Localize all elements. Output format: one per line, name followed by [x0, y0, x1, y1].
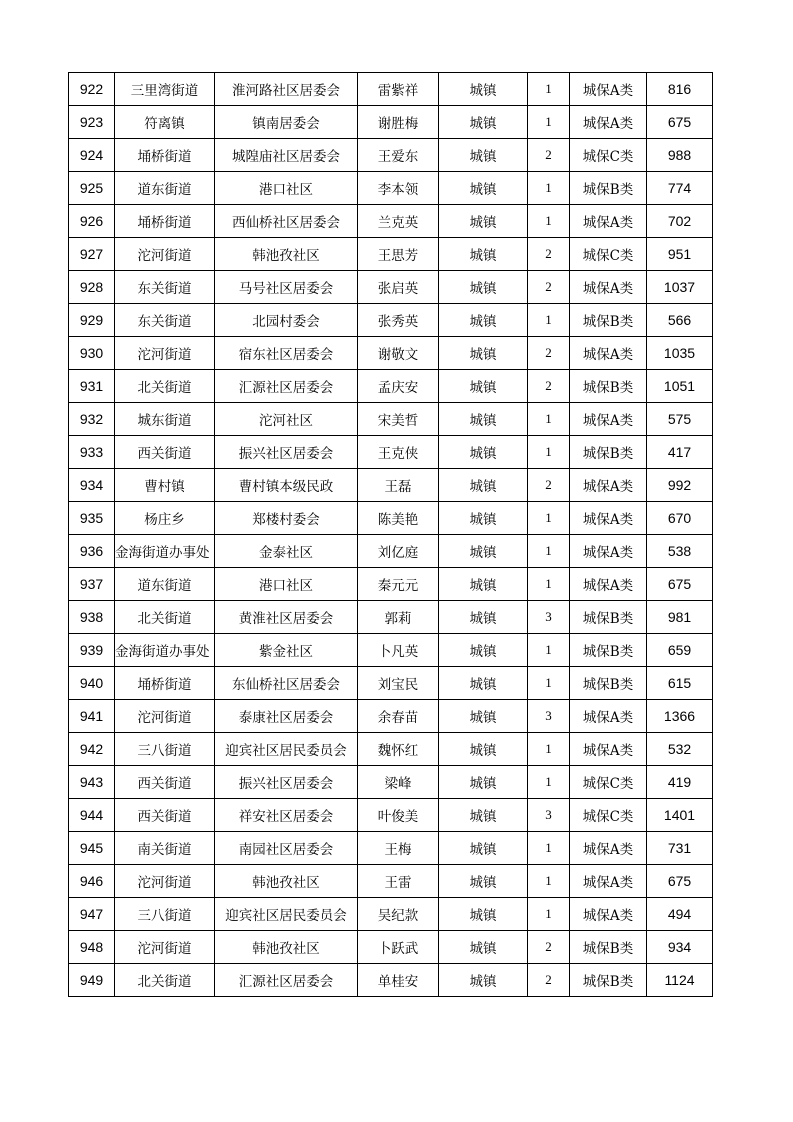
- row-number-cell: 922: [69, 73, 115, 106]
- insurance-category-cell: 城保A类: [570, 568, 647, 601]
- table-row: [69, 271, 713, 304]
- street-office-cell: 东关街道: [115, 304, 215, 337]
- row-number-cell: 948: [69, 931, 115, 964]
- insurance-category-cell: 城保A类: [570, 205, 647, 238]
- table-row: [69, 403, 713, 436]
- amount-cell: 1037: [647, 271, 713, 304]
- community-cell: 港口社区: [215, 172, 358, 205]
- name-cell: 王梅: [358, 832, 439, 865]
- household-type-cell: 城镇: [439, 898, 528, 931]
- street-office-cell: 曹村镇: [115, 469, 215, 502]
- household-type-cell: 城镇: [439, 436, 528, 469]
- street-office-cell: 城东街道: [115, 403, 215, 436]
- community-cell: 金泰社区: [215, 535, 358, 568]
- name-cell: 秦元元: [358, 568, 439, 601]
- table-row: [69, 865, 713, 898]
- street-office-cell: 埇桥街道: [115, 667, 215, 700]
- household-type-cell: 城镇: [439, 172, 528, 205]
- insurance-category-cell: 城保A类: [570, 535, 647, 568]
- household-size-cell: 1: [528, 106, 570, 139]
- amount-cell: 417: [647, 436, 713, 469]
- street-office-cell: 沱河街道: [115, 238, 215, 271]
- amount-cell: 992: [647, 469, 713, 502]
- community-cell: 沱河社区: [215, 403, 358, 436]
- table-row: [69, 832, 713, 865]
- table-row: [69, 370, 713, 403]
- household-type-cell: 城镇: [439, 469, 528, 502]
- household-type-cell: 城镇: [439, 832, 528, 865]
- household-size-cell: 1: [528, 172, 570, 205]
- amount-cell: 702: [647, 205, 713, 238]
- amount-cell: 532: [647, 733, 713, 766]
- amount-cell: 988: [647, 139, 713, 172]
- household-type-cell: 城镇: [439, 799, 528, 832]
- household-size-cell: 1: [528, 898, 570, 931]
- amount-cell: 981: [647, 601, 713, 634]
- name-cell: 卜跃武: [358, 931, 439, 964]
- street-office-cell: 三八街道: [115, 733, 215, 766]
- row-number-cell: 926: [69, 205, 115, 238]
- row-number-cell: 939: [69, 634, 115, 667]
- community-cell: 淮河路社区居委会: [215, 73, 358, 106]
- row-number-cell: 949: [69, 964, 115, 997]
- household-type-cell: 城镇: [439, 502, 528, 535]
- name-cell: 梁峰: [358, 766, 439, 799]
- row-number-cell: 929: [69, 304, 115, 337]
- row-number-cell: 933: [69, 436, 115, 469]
- household-type-cell: 城镇: [439, 535, 528, 568]
- row-number-cell: 936: [69, 535, 115, 568]
- community-cell: 迎宾社区居民委员会: [215, 733, 358, 766]
- insurance-category-cell: 城保B类: [570, 634, 647, 667]
- name-cell: 余春苗: [358, 700, 439, 733]
- household-size-cell: 1: [528, 205, 570, 238]
- household-size-cell: 1: [528, 73, 570, 106]
- insurance-category-cell: 城保A类: [570, 733, 647, 766]
- amount-cell: 934: [647, 931, 713, 964]
- household-size-cell: 1: [528, 535, 570, 568]
- street-office-cell: 金海街道办事处: [115, 634, 215, 667]
- amount-cell: 1401: [647, 799, 713, 832]
- insurance-category-cell: 城保A类: [570, 106, 647, 139]
- household-size-cell: 1: [528, 865, 570, 898]
- name-cell: 魏怀红: [358, 733, 439, 766]
- community-cell: 城隍庙社区居委会: [215, 139, 358, 172]
- community-cell: 汇源社区居委会: [215, 370, 358, 403]
- row-number-cell: 942: [69, 733, 115, 766]
- name-cell: 单桂安: [358, 964, 439, 997]
- table-row: [69, 436, 713, 469]
- table-row: [69, 469, 713, 502]
- name-cell: 张启英: [358, 271, 439, 304]
- insurance-category-cell: 城保B类: [570, 304, 647, 337]
- household-size-cell: 2: [528, 931, 570, 964]
- street-office-cell: 三八街道: [115, 898, 215, 931]
- community-cell: 迎宾社区居民委员会: [215, 898, 358, 931]
- amount-cell: 675: [647, 568, 713, 601]
- household-type-cell: 城镇: [439, 337, 528, 370]
- table-row: [69, 568, 713, 601]
- insurance-category-cell: 城保A类: [570, 73, 647, 106]
- amount-cell: 1124: [647, 964, 713, 997]
- street-office-cell: 三里湾街道: [115, 73, 215, 106]
- street-office-cell: 道东街道: [115, 172, 215, 205]
- community-cell: 汇源社区居委会: [215, 964, 358, 997]
- community-cell: 东仙桥社区居委会: [215, 667, 358, 700]
- community-cell: 振兴社区居委会: [215, 436, 358, 469]
- household-type-cell: 城镇: [439, 568, 528, 601]
- row-number-cell: 932: [69, 403, 115, 436]
- name-cell: 叶俊美: [358, 799, 439, 832]
- household-size-cell: 1: [528, 304, 570, 337]
- household-type-cell: 城镇: [439, 865, 528, 898]
- row-number-cell: 925: [69, 172, 115, 205]
- street-office-cell: 杨庄乡: [115, 502, 215, 535]
- row-number-cell: 924: [69, 139, 115, 172]
- household-size-cell: 2: [528, 469, 570, 502]
- amount-cell: 575: [647, 403, 713, 436]
- table-row: [69, 799, 713, 832]
- community-cell: 泰康社区居委会: [215, 700, 358, 733]
- insurance-category-cell: 城保B类: [570, 436, 647, 469]
- name-cell: 孟庆安: [358, 370, 439, 403]
- name-cell: 刘宝民: [358, 667, 439, 700]
- community-cell: 镇南居委会: [215, 106, 358, 139]
- street-office-cell: 符离镇: [115, 106, 215, 139]
- street-office-cell: 埇桥街道: [115, 139, 215, 172]
- insurance-category-cell: 城保C类: [570, 139, 647, 172]
- community-cell: 黄淮社区居委会: [215, 601, 358, 634]
- row-number-cell: 943: [69, 766, 115, 799]
- row-number-cell: 946: [69, 865, 115, 898]
- table-row: [69, 733, 713, 766]
- household-size-cell: 1: [528, 733, 570, 766]
- name-cell: 吴纪款: [358, 898, 439, 931]
- insurance-category-cell: 城保A类: [570, 271, 647, 304]
- household-type-cell: 城镇: [439, 106, 528, 139]
- table-row: [69, 601, 713, 634]
- community-cell: 马号社区居委会: [215, 271, 358, 304]
- amount-cell: 1366: [647, 700, 713, 733]
- street-office-cell: 沱河街道: [115, 700, 215, 733]
- table-row: [69, 106, 713, 139]
- amount-cell: 566: [647, 304, 713, 337]
- row-number-cell: 927: [69, 238, 115, 271]
- household-size-cell: 1: [528, 832, 570, 865]
- insurance-category-cell: 城保B类: [570, 667, 647, 700]
- community-cell: 曹村镇本级民政: [215, 469, 358, 502]
- table-row: [69, 139, 713, 172]
- table-row: [69, 304, 713, 337]
- insurance-category-cell: 城保A类: [570, 832, 647, 865]
- household-type-cell: 城镇: [439, 733, 528, 766]
- table-row: [69, 931, 713, 964]
- amount-cell: 1035: [647, 337, 713, 370]
- amount-cell: 816: [647, 73, 713, 106]
- table-row: [69, 634, 713, 667]
- name-cell: 刘亿庭: [358, 535, 439, 568]
- insurance-category-cell: 城保A类: [570, 700, 647, 733]
- name-cell: 王爱东: [358, 139, 439, 172]
- name-cell: 雷紫祥: [358, 73, 439, 106]
- table-row: [69, 766, 713, 799]
- household-size-cell: 2: [528, 238, 570, 271]
- household-type-cell: 城镇: [439, 205, 528, 238]
- household-size-cell: 1: [528, 403, 570, 436]
- household-type-cell: 城镇: [439, 73, 528, 106]
- community-cell: 北园村委会: [215, 304, 358, 337]
- household-type-cell: 城镇: [439, 271, 528, 304]
- row-number-cell: 928: [69, 271, 115, 304]
- name-cell: 宋美哲: [358, 403, 439, 436]
- row-number-cell: 935: [69, 502, 115, 535]
- street-office-cell: 西关街道: [115, 766, 215, 799]
- row-number-cell: 930: [69, 337, 115, 370]
- household-size-cell: 2: [528, 337, 570, 370]
- insurance-category-cell: 城保B类: [570, 601, 647, 634]
- community-cell: 南园社区居委会: [215, 832, 358, 865]
- household-type-cell: 城镇: [439, 667, 528, 700]
- row-number-cell: 947: [69, 898, 115, 931]
- row-number-cell: 934: [69, 469, 115, 502]
- amount-cell: 675: [647, 865, 713, 898]
- row-number-cell: 941: [69, 700, 115, 733]
- street-office-cell: 道东街道: [115, 568, 215, 601]
- street-office-cell: 北关街道: [115, 370, 215, 403]
- table-row: [69, 700, 713, 733]
- household-size-cell: 2: [528, 964, 570, 997]
- community-cell: 西仙桥社区居委会: [215, 205, 358, 238]
- household-size-cell: 1: [528, 766, 570, 799]
- row-number-cell: 940: [69, 667, 115, 700]
- name-cell: 王思芳: [358, 238, 439, 271]
- community-cell: 韩池孜社区: [215, 931, 358, 964]
- insurance-category-cell: 城保C类: [570, 766, 647, 799]
- insurance-category-cell: 城保A类: [570, 898, 647, 931]
- household-type-cell: 城镇: [439, 700, 528, 733]
- insurance-category-cell: 城保B类: [570, 370, 647, 403]
- amount-cell: 951: [647, 238, 713, 271]
- household-type-cell: 城镇: [439, 139, 528, 172]
- name-cell: 李本领: [358, 172, 439, 205]
- amount-cell: 774: [647, 172, 713, 205]
- insurance-category-cell: 城保B类: [570, 172, 647, 205]
- insurance-category-cell: 城保A类: [570, 403, 647, 436]
- name-cell: 谢胜梅: [358, 106, 439, 139]
- household-type-cell: 城镇: [439, 766, 528, 799]
- household-type-cell: 城镇: [439, 304, 528, 337]
- insurance-category-cell: 城保A类: [570, 469, 647, 502]
- community-cell: 韩池孜社区: [215, 238, 358, 271]
- community-cell: 紫金社区: [215, 634, 358, 667]
- household-size-cell: 3: [528, 799, 570, 832]
- household-type-cell: 城镇: [439, 601, 528, 634]
- name-cell: 王克侠: [358, 436, 439, 469]
- street-office-cell: 沱河街道: [115, 865, 215, 898]
- insurance-category-cell: 城保B类: [570, 964, 647, 997]
- amount-cell: 615: [647, 667, 713, 700]
- row-number-cell: 931: [69, 370, 115, 403]
- row-number-cell: 923: [69, 106, 115, 139]
- street-office-cell: 西关街道: [115, 436, 215, 469]
- community-cell: 郑楼村委会: [215, 502, 358, 535]
- street-office-cell: 北关街道: [115, 601, 215, 634]
- household-size-cell: 1: [528, 667, 570, 700]
- community-cell: 韩池孜社区: [215, 865, 358, 898]
- household-size-cell: 2: [528, 139, 570, 172]
- amount-cell: 675: [647, 106, 713, 139]
- name-cell: 王磊: [358, 469, 439, 502]
- street-office-cell: 沱河街道: [115, 931, 215, 964]
- household-type-cell: 城镇: [439, 931, 528, 964]
- insurance-category-cell: 城保C类: [570, 799, 647, 832]
- table-row: [69, 238, 713, 271]
- insurance-category-cell: 城保A类: [570, 865, 647, 898]
- amount-cell: 538: [647, 535, 713, 568]
- table-body: [69, 73, 713, 997]
- household-size-cell: 2: [528, 271, 570, 304]
- row-number-cell: 944: [69, 799, 115, 832]
- table-row: [69, 172, 713, 205]
- name-cell: 兰克英: [358, 205, 439, 238]
- street-office-cell: 东关街道: [115, 271, 215, 304]
- household-type-cell: 城镇: [439, 238, 528, 271]
- insurance-category-cell: 城保C类: [570, 238, 647, 271]
- household-type-cell: 城镇: [439, 634, 528, 667]
- household-type-cell: 城镇: [439, 403, 528, 436]
- street-office-cell: 金海街道办事处: [115, 535, 215, 568]
- community-cell: 祥安社区居委会: [215, 799, 358, 832]
- name-cell: 郭莉: [358, 601, 439, 634]
- name-cell: 王雷: [358, 865, 439, 898]
- amount-cell: 1051: [647, 370, 713, 403]
- household-size-cell: 1: [528, 634, 570, 667]
- row-number-cell: 945: [69, 832, 115, 865]
- name-cell: 张秀英: [358, 304, 439, 337]
- household-type-cell: 城镇: [439, 370, 528, 403]
- street-office-cell: 西关街道: [115, 799, 215, 832]
- table-row: [69, 502, 713, 535]
- street-office-cell: 沱河街道: [115, 337, 215, 370]
- household-size-cell: 3: [528, 700, 570, 733]
- table-row: [69, 73, 713, 106]
- name-cell: 陈美艳: [358, 502, 439, 535]
- table-row: [69, 667, 713, 700]
- community-cell: 振兴社区居委会: [215, 766, 358, 799]
- insurance-category-cell: 城保A类: [570, 337, 647, 370]
- community-cell: 港口社区: [215, 568, 358, 601]
- amount-cell: 670: [647, 502, 713, 535]
- street-office-cell: 埇桥街道: [115, 205, 215, 238]
- amount-cell: 659: [647, 634, 713, 667]
- name-cell: 谢敬文: [358, 337, 439, 370]
- household-size-cell: 1: [528, 436, 570, 469]
- household-size-cell: 2: [528, 370, 570, 403]
- insurance-category-cell: 城保A类: [570, 502, 647, 535]
- street-office-cell: 南关街道: [115, 832, 215, 865]
- table-row: [69, 205, 713, 238]
- row-number-cell: 938: [69, 601, 115, 634]
- street-office-cell: 北关街道: [115, 964, 215, 997]
- household-size-cell: 1: [528, 502, 570, 535]
- household-type-cell: 城镇: [439, 964, 528, 997]
- amount-cell: 494: [647, 898, 713, 931]
- table-row: [69, 964, 713, 997]
- insurance-category-cell: 城保B类: [570, 931, 647, 964]
- household-size-cell: 1: [528, 568, 570, 601]
- community-cell: 宿东社区居委会: [215, 337, 358, 370]
- table-row: [69, 535, 713, 568]
- amount-cell: 731: [647, 832, 713, 865]
- name-cell: 卜凡英: [358, 634, 439, 667]
- table-row: [69, 898, 713, 931]
- household-size-cell: 3: [528, 601, 570, 634]
- table-row: [69, 337, 713, 370]
- amount-cell: 419: [647, 766, 713, 799]
- row-number-cell: 937: [69, 568, 115, 601]
- beneficiary-table: [68, 72, 713, 997]
